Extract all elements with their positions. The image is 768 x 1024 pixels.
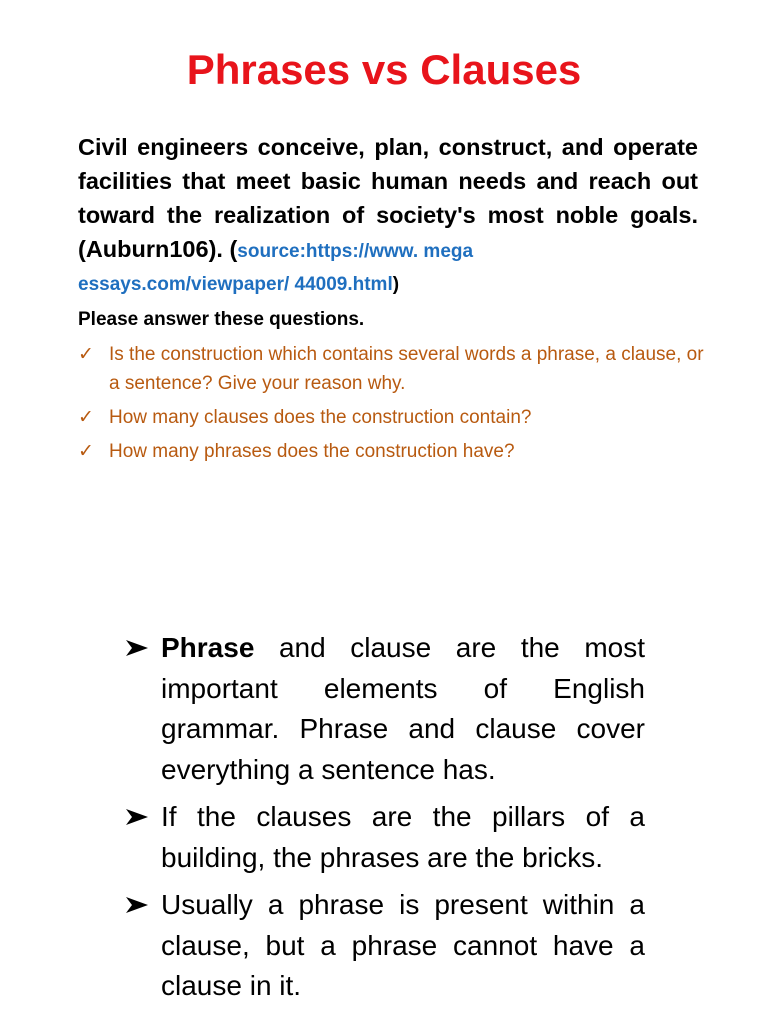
definition-bullets — [125, 628, 645, 1014]
bullet-text: If the clauses are the pillars of a building, the phrases are the bricks. — [161, 801, 645, 873]
question-text: How many clauses does the construction contain? — [109, 407, 532, 428]
question-item — [78, 340, 708, 398]
checkmark-icon: ✓ — [78, 441, 94, 462]
intro-paragraph — [78, 130, 698, 269]
arrow-bullet-icon — [125, 896, 149, 914]
question-item — [78, 403, 708, 432]
source-close: ) — [392, 274, 400, 295]
checkmark-icon: ✓ — [78, 344, 94, 365]
bullet-text: and clause are the most important elements of English grammar. Phrase and clause cover everything a sentence has. — [161, 632, 645, 785]
source-line — [78, 270, 399, 300]
checkmark-icon: ✓ — [78, 407, 94, 428]
source-link-part1[interactable]: source:https://www. mega — [237, 241, 474, 262]
arrow-bullet-icon — [125, 639, 149, 657]
bullet-item — [125, 797, 645, 878]
bullet-item — [125, 628, 645, 790]
question-text: How many phrases does the construction have? — [109, 441, 515, 462]
bullet-bold-term: Phrase — [161, 632, 255, 663]
bullet-text: Usually a phrase is present within a clause, but a phrase cannot have a clause in it. — [161, 889, 645, 1001]
question-item — [78, 437, 708, 466]
page-title: Phrases vs Clauses — [186, 46, 582, 93]
intro-text: Civil engineers conceive, plan, construct, and operate facilities that meet basic human needs and reach out toward the realization of society's most noble goals. (Auburn106). ( — [78, 134, 698, 262]
question-text: Is the construction which contains several words a phrase, a clause, or a sentence? Give your reason why. — [109, 344, 704, 394]
questions-prompt: Please answer these questions. — [78, 309, 365, 330]
arrow-bullet-icon — [125, 808, 149, 826]
questions-list — [78, 340, 708, 471]
bullet-item — [125, 885, 645, 1007]
source-link-part2[interactable]: essays.com/viewpaper/ 44009.html — [78, 274, 393, 295]
